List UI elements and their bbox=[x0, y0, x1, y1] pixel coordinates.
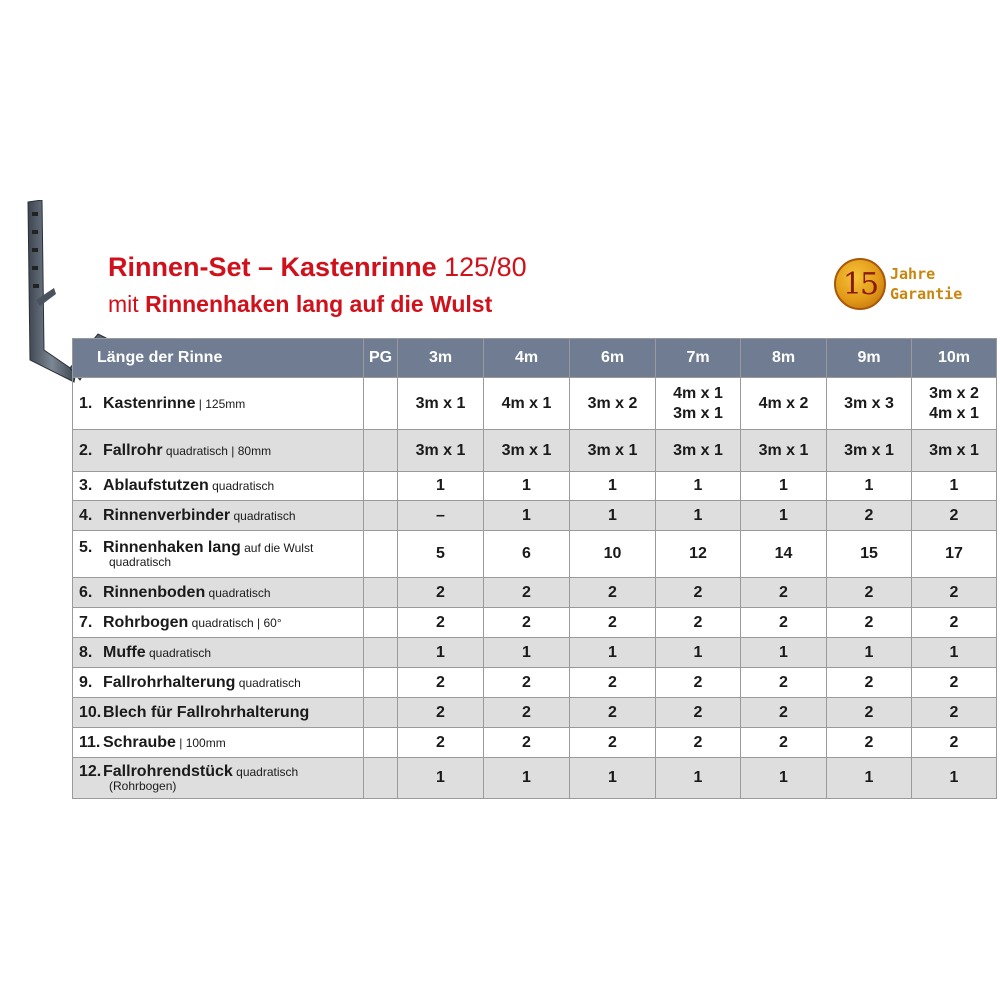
quantity-cell bbox=[570, 531, 656, 578]
guarantee-label bbox=[890, 264, 962, 304]
quantity-value: 3m x 2 bbox=[587, 394, 638, 412]
quantity-value: 3m x 1 bbox=[758, 441, 809, 459]
item-pg-cell bbox=[364, 501, 398, 531]
quantity-cell bbox=[656, 430, 741, 472]
quantity-value: 2 bbox=[522, 703, 531, 721]
quantity-value: 1 bbox=[693, 477, 703, 494]
quantity-cell bbox=[484, 758, 570, 799]
quantity-value: 2 bbox=[779, 583, 788, 601]
item-spec-extra: quadratisch bbox=[109, 554, 172, 569]
title-set: Rinnen-Set bbox=[108, 252, 251, 282]
quantity-cell bbox=[656, 758, 741, 799]
item-pg-cell bbox=[364, 758, 398, 799]
item-pg-cell bbox=[364, 578, 398, 608]
quantity-value: 6 bbox=[522, 545, 531, 562]
item-name-cell bbox=[73, 531, 364, 578]
guarantee-line-2: Garantie bbox=[890, 285, 963, 303]
header-pg: PG bbox=[364, 339, 398, 378]
item-number: 7. bbox=[79, 613, 93, 631]
quantity-cell bbox=[912, 758, 997, 799]
table-row bbox=[73, 758, 997, 799]
item-spec-extra: (Rohrbogen) bbox=[109, 778, 177, 793]
quantity-value: 3m x 2 bbox=[929, 384, 979, 402]
header-3m: 3m bbox=[398, 339, 484, 378]
title-dash: – bbox=[250, 252, 281, 282]
quantity-value: 1 bbox=[436, 643, 445, 661]
quantity-cell bbox=[741, 638, 827, 668]
quantity-cell bbox=[656, 638, 741, 668]
quantity-cell bbox=[656, 608, 741, 638]
page-title bbox=[108, 252, 527, 282]
quantity-value: 1 bbox=[436, 769, 445, 786]
item-name: Ablaufstutzen bbox=[103, 477, 209, 494]
quantity-value: 1 bbox=[608, 477, 617, 494]
quantity-value: 1 bbox=[522, 643, 531, 661]
quantity-value: 1 bbox=[693, 643, 703, 661]
quantity-value: 1 bbox=[693, 769, 703, 786]
item-pg-cell bbox=[364, 638, 398, 668]
set-contents-table bbox=[72, 338, 997, 799]
quantity-cell bbox=[570, 698, 656, 728]
quantity-value: 2 bbox=[522, 583, 531, 601]
quantity-value: 3m x 1 bbox=[501, 441, 552, 459]
quantity-cell bbox=[570, 608, 656, 638]
item-spec: quadratisch bbox=[205, 585, 271, 600]
item-name: Schraube bbox=[103, 733, 176, 751]
quantity-value: 12 bbox=[689, 545, 707, 562]
item-spec: quadratisch bbox=[208, 479, 275, 493]
item-name: Blech für Fallrohrhalterung bbox=[103, 703, 310, 721]
quantity-cell bbox=[741, 501, 827, 531]
quantity-cell bbox=[827, 758, 912, 799]
header-8m: 8m bbox=[741, 339, 827, 378]
quantity-cell bbox=[570, 578, 656, 608]
quantity-cell bbox=[912, 698, 997, 728]
item-name-cell bbox=[73, 578, 364, 608]
item-spec: quadratisch | 80mm bbox=[162, 443, 272, 458]
quantity-cell bbox=[398, 638, 484, 668]
page-subtitle bbox=[108, 290, 492, 318]
quantity-value: 1 bbox=[779, 769, 788, 786]
quantity-cell bbox=[484, 430, 570, 472]
quantity-cell bbox=[484, 698, 570, 728]
quantity-cell bbox=[484, 378, 570, 430]
quantity-value: 3m x 1 bbox=[673, 441, 723, 459]
quantity-value: 1 bbox=[608, 506, 617, 524]
item-name-cell bbox=[73, 608, 364, 638]
item-spec: | 100mm bbox=[175, 735, 226, 750]
quantity-cell bbox=[741, 472, 827, 501]
quantity-cell bbox=[656, 472, 741, 501]
quantity-cell bbox=[656, 578, 741, 608]
quantity-value: 1 bbox=[779, 477, 788, 494]
quantity-value: 1 bbox=[522, 477, 531, 494]
quantity-cell bbox=[656, 531, 741, 578]
quantity-value: 2 bbox=[693, 583, 703, 601]
item-pg-cell bbox=[364, 531, 398, 578]
item-number: 9. bbox=[79, 673, 93, 691]
quantity-value: 1 bbox=[608, 643, 617, 661]
item-pg-cell bbox=[364, 668, 398, 698]
quantity-cell bbox=[570, 378, 656, 430]
quantity-value: 3m x 1 bbox=[929, 441, 979, 459]
quantity-value: 2 bbox=[864, 583, 874, 601]
item-name: Rinnenhaken lang bbox=[103, 538, 241, 556]
item-name-cell bbox=[73, 472, 364, 501]
table-row bbox=[73, 698, 997, 728]
quantity-value: 10 bbox=[603, 545, 622, 562]
quantity-value: 1 bbox=[693, 506, 703, 524]
header-10m: 10m bbox=[912, 339, 997, 378]
quantity-value: 1 bbox=[779, 506, 788, 524]
quantity-cell bbox=[398, 378, 484, 430]
quantity-cell bbox=[570, 638, 656, 668]
quantity-value: 2 bbox=[522, 673, 531, 691]
table-body bbox=[73, 378, 997, 799]
quantity-value: 1 bbox=[436, 477, 445, 494]
item-name: Rohrbogen bbox=[103, 613, 189, 631]
item-spec: | 125mm bbox=[195, 396, 246, 411]
quantity-cell bbox=[398, 472, 484, 501]
item-name-cell bbox=[73, 430, 364, 472]
item-name-cell bbox=[73, 698, 364, 728]
item-number: 10. bbox=[79, 703, 102, 721]
quantity-value: 1 bbox=[949, 477, 959, 494]
quantity-cell bbox=[912, 578, 997, 608]
quantity-value: 2 bbox=[779, 703, 788, 721]
quantity-value: 2 bbox=[436, 733, 445, 751]
quantity-value: 2 bbox=[608, 583, 617, 601]
item-name-cell bbox=[73, 378, 364, 430]
quantity-cell bbox=[398, 608, 484, 638]
header-9m: 9m bbox=[827, 339, 912, 378]
quantity-value: 2 bbox=[949, 506, 959, 524]
quantity-value: 1 bbox=[608, 769, 617, 786]
quantity-value: 1 bbox=[522, 506, 531, 524]
quantity-value: 2 bbox=[949, 583, 959, 601]
quantity-value: 1 bbox=[522, 769, 531, 786]
quantity-cell bbox=[827, 472, 912, 501]
quantity-value: 3m x 1 bbox=[673, 404, 723, 422]
quantity-cell bbox=[570, 728, 656, 758]
quantity-value: 2 bbox=[864, 673, 874, 691]
item-pg-cell bbox=[364, 378, 398, 430]
quantity-value: 2 bbox=[779, 613, 788, 631]
subtitle-prefix: mit bbox=[108, 291, 146, 317]
quantity-value: 2 bbox=[779, 673, 788, 691]
quantity-value: 1 bbox=[779, 643, 788, 661]
quantity-value: 2 bbox=[608, 613, 617, 631]
item-number: 2. bbox=[79, 441, 93, 459]
quantity-cell bbox=[484, 608, 570, 638]
quantity-value: 1 bbox=[949, 643, 959, 661]
item-spec: quadratisch bbox=[235, 675, 301, 690]
quantity-cell bbox=[398, 698, 484, 728]
item-number: 12. bbox=[79, 762, 102, 780]
quantity-cell bbox=[484, 638, 570, 668]
quantity-cell bbox=[741, 578, 827, 608]
quantity-cell bbox=[570, 430, 656, 472]
quantity-value: 17 bbox=[945, 545, 963, 562]
title-size: 125/80 bbox=[436, 252, 527, 282]
table-row bbox=[73, 378, 997, 430]
quantity-value: 2 bbox=[779, 733, 788, 751]
item-pg-cell bbox=[364, 698, 398, 728]
item-name-cell bbox=[73, 758, 364, 799]
quantity-cell bbox=[827, 668, 912, 698]
quantity-value: 2 bbox=[949, 613, 959, 631]
quantity-value: 2 bbox=[949, 673, 959, 691]
item-name-cell bbox=[73, 668, 364, 698]
quantity-cell bbox=[827, 501, 912, 531]
item-name-cell bbox=[73, 728, 364, 758]
item-spec: quadratisch bbox=[145, 645, 212, 660]
item-spec: auf die Wulst bbox=[240, 540, 314, 555]
quantity-cell bbox=[484, 728, 570, 758]
item-name: Fallrohrendstück bbox=[103, 762, 233, 780]
quantity-value: 2 bbox=[693, 613, 703, 631]
quantity-cell bbox=[912, 472, 997, 501]
quantity-cell bbox=[912, 668, 997, 698]
table-row bbox=[73, 501, 997, 531]
quantity-value: 2 bbox=[608, 673, 617, 691]
quantity-cell bbox=[484, 501, 570, 531]
item-name: Rinnenverbinder bbox=[103, 506, 231, 524]
table-row bbox=[73, 430, 997, 472]
quantity-value: 2 bbox=[864, 703, 874, 721]
quantity-cell bbox=[484, 531, 570, 578]
quantity-cell bbox=[741, 698, 827, 728]
quantity-value: 2 bbox=[522, 733, 531, 751]
item-pg-cell bbox=[364, 608, 398, 638]
quantity-value: – bbox=[436, 506, 445, 524]
quantity-cell bbox=[398, 758, 484, 799]
quantity-value: 2 bbox=[864, 733, 874, 751]
table-header-row bbox=[73, 339, 997, 378]
quantity-cell bbox=[570, 472, 656, 501]
item-name: Fallrohrhalterung bbox=[103, 673, 236, 691]
quantity-cell bbox=[570, 758, 656, 799]
quantity-cell bbox=[656, 501, 741, 531]
guarantee-years: 15 bbox=[842, 266, 878, 302]
item-pg-cell bbox=[364, 430, 398, 472]
quantity-cell bbox=[827, 430, 912, 472]
quantity-value: 3m x 1 bbox=[415, 394, 466, 412]
quantity-cell bbox=[398, 501, 484, 531]
quantity-value: 4m x 1 bbox=[673, 384, 723, 402]
quantity-value: 1 bbox=[864, 643, 874, 661]
item-number: 11. bbox=[79, 733, 101, 751]
quantity-cell bbox=[912, 608, 997, 638]
table-row bbox=[73, 668, 997, 698]
quantity-value: 5 bbox=[436, 545, 445, 562]
quantity-value: 2 bbox=[949, 703, 959, 721]
quantity-value: 2 bbox=[436, 583, 445, 601]
quantity-cell bbox=[570, 668, 656, 698]
header-length: Länge der Rinne bbox=[73, 339, 364, 378]
quantity-value: 1 bbox=[949, 769, 959, 786]
item-name-cell bbox=[73, 501, 364, 531]
quantity-value: 2 bbox=[608, 733, 617, 751]
quantity-cell bbox=[827, 531, 912, 578]
quantity-value: 2 bbox=[436, 613, 445, 631]
quantity-value: 3m x 1 bbox=[587, 441, 638, 459]
quantity-value: 2 bbox=[693, 733, 703, 751]
quantity-cell bbox=[484, 472, 570, 501]
quantity-cell bbox=[398, 728, 484, 758]
item-name-cell bbox=[73, 638, 364, 668]
quantity-value: 2 bbox=[436, 673, 445, 691]
quantity-cell bbox=[741, 378, 827, 430]
quantity-value: 14 bbox=[774, 545, 793, 562]
quantity-cell bbox=[827, 728, 912, 758]
item-name: Muffe bbox=[103, 643, 146, 661]
quantity-cell bbox=[741, 758, 827, 799]
item-number: 5. bbox=[79, 538, 93, 556]
quantity-cell bbox=[570, 501, 656, 531]
guarantee-line-1: Jahre bbox=[890, 265, 936, 283]
quantity-value: 3m x 1 bbox=[844, 441, 894, 459]
quantity-value: 4m x 2 bbox=[758, 394, 809, 412]
table-row bbox=[73, 728, 997, 758]
header-7m: 7m bbox=[656, 339, 741, 378]
quantity-value: 1 bbox=[864, 769, 874, 786]
quantity-cell bbox=[827, 698, 912, 728]
guarantee-seal-icon bbox=[834, 258, 886, 310]
guarantee-badge bbox=[834, 258, 1000, 318]
quantity-value: 2 bbox=[522, 613, 531, 631]
quantity-cell bbox=[741, 608, 827, 638]
quantity-cell bbox=[398, 531, 484, 578]
quantity-value: 2 bbox=[949, 733, 959, 751]
quantity-value: 2 bbox=[436, 703, 445, 721]
quantity-cell bbox=[484, 578, 570, 608]
quantity-cell bbox=[912, 531, 997, 578]
table-row bbox=[73, 608, 997, 638]
item-spec: quadratisch bbox=[230, 508, 296, 523]
quantity-cell bbox=[656, 698, 741, 728]
quantity-cell bbox=[398, 668, 484, 698]
quantity-cell bbox=[741, 668, 827, 698]
quantity-cell bbox=[656, 378, 741, 430]
quantity-cell bbox=[741, 728, 827, 758]
table-row bbox=[73, 638, 997, 668]
quantity-cell bbox=[912, 638, 997, 668]
item-spec: quadratisch bbox=[232, 764, 299, 779]
item-number: 4. bbox=[79, 506, 93, 524]
quantity-value: 15 bbox=[860, 545, 878, 562]
item-pg-cell bbox=[364, 472, 398, 501]
subtitle-highlight: Rinnenhaken lang auf die Wulst bbox=[145, 291, 493, 317]
quantity-value: 3m x 3 bbox=[844, 394, 894, 412]
quantity-value: 4m x 1 bbox=[501, 394, 552, 412]
quantity-cell bbox=[484, 668, 570, 698]
table-row bbox=[73, 531, 997, 578]
quantity-value: 2 bbox=[864, 506, 874, 524]
quantity-value: 2 bbox=[608, 703, 617, 721]
quantity-cell bbox=[912, 501, 997, 531]
title-product: Kastenrinne bbox=[280, 252, 437, 282]
quantity-cell bbox=[741, 531, 827, 578]
header-6m: 6m bbox=[570, 339, 656, 378]
quantity-cell bbox=[656, 728, 741, 758]
quantity-cell bbox=[398, 578, 484, 608]
quantity-value: 1 bbox=[864, 477, 874, 494]
quantity-value: 2 bbox=[693, 673, 703, 691]
quantity-cell bbox=[827, 378, 912, 430]
item-spec: quadratisch | 60° bbox=[188, 615, 282, 630]
quantity-cell bbox=[912, 378, 997, 430]
quantity-cell bbox=[398, 430, 484, 472]
quantity-value: 4m x 1 bbox=[929, 404, 979, 422]
item-pg-cell bbox=[364, 728, 398, 758]
item-number: 6. bbox=[79, 583, 93, 601]
item-name: Rinnenboden bbox=[103, 583, 206, 601]
quantity-cell bbox=[741, 430, 827, 472]
quantity-cell bbox=[656, 668, 741, 698]
quantity-cell bbox=[827, 638, 912, 668]
item-name: Fallrohr bbox=[103, 441, 163, 459]
quantity-value: 2 bbox=[864, 613, 874, 631]
item-number: 1. bbox=[79, 394, 93, 412]
quantity-value: 3m x 1 bbox=[415, 441, 466, 459]
item-name: Kastenrinne bbox=[103, 394, 196, 412]
quantity-cell bbox=[827, 578, 912, 608]
table-row bbox=[73, 578, 997, 608]
quantity-cell bbox=[912, 430, 997, 472]
quantity-cell bbox=[827, 608, 912, 638]
table-row bbox=[73, 472, 997, 501]
quantity-cell bbox=[912, 728, 997, 758]
header-4m: 4m bbox=[484, 339, 570, 378]
item-number: 8. bbox=[79, 643, 93, 661]
item-number: 3. bbox=[79, 477, 93, 494]
quantity-value: 2 bbox=[693, 703, 703, 721]
